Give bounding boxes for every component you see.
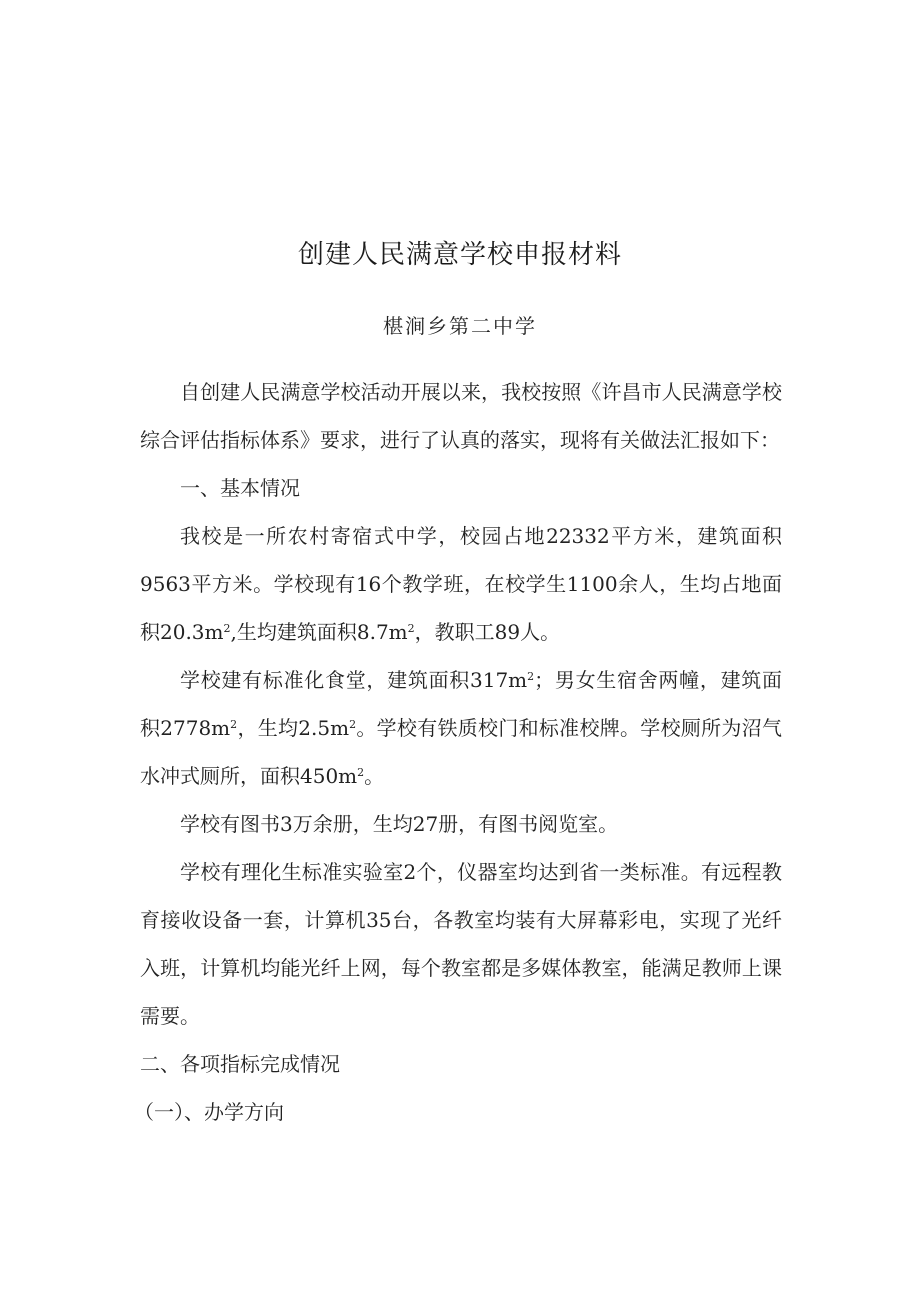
library-paragraph: 学校有图书3万余册，生均27册，有图书阅览室。	[180, 812, 619, 836]
section-heading-basic: 一、基本情况	[180, 476, 300, 500]
superscript: 2	[357, 766, 365, 779]
text-run: ，生均2.5m	[237, 716, 350, 740]
superscript: 2	[349, 718, 357, 731]
superscript: 2	[230, 718, 238, 731]
text-run: ,生均建筑面积8.7m	[230, 620, 408, 644]
text-run: ；男女生宿舍两幢，建筑面积2778m	[140, 668, 782, 740]
basic-info-paragraph	[140, 512, 782, 656]
equipment-paragraph: 学校有理化生标准实验室2个，仪器室均达到省一类标准。有远程教育接收设备一套，计算机35台，各教室均装有大屏幕彩电，实现了光纤入班，计算机均能光纤上网，每个教室都是多媒体教室，能满足教师上课需要。	[140, 860, 782, 1028]
text-run: 我校是一所农村寄宿式中学，校园占地22332平方米，建筑面积9563平方米。学校现有16个教学班，在校学生1100余人，生均占地面积20.3m	[140, 524, 782, 644]
document-title: 创建人民满意学校申报材料	[297, 240, 622, 270]
superscript: 2	[527, 670, 535, 683]
superscript: 2	[407, 622, 415, 635]
document-body	[134, 368, 782, 1136]
document-author: 椹涧乡第二中学	[383, 314, 537, 338]
text-run: 。学校有铁质校门和标准校牌。学校厕所为沼气水冲式厕所，面积450m	[140, 716, 782, 788]
text-run: 。	[364, 764, 385, 788]
text-run: 学校建有标准化食堂，建筑面积317m	[180, 668, 528, 692]
section-heading-indicators: 二、各项指标完成情况	[140, 1052, 340, 1076]
intro-paragraph: 自创建人民满意学校活动开展以来，我校按照《许昌市人民满意学校综合评估指标体系》要求，进行了认真的落实，现将有关做法汇报如下：	[140, 380, 782, 452]
text-run: ，教职工89人。	[414, 620, 561, 644]
subsection-heading-direction: （一）、办学方向	[134, 1100, 284, 1124]
superscript: 2	[223, 622, 231, 635]
facilities-paragraph	[140, 656, 782, 800]
